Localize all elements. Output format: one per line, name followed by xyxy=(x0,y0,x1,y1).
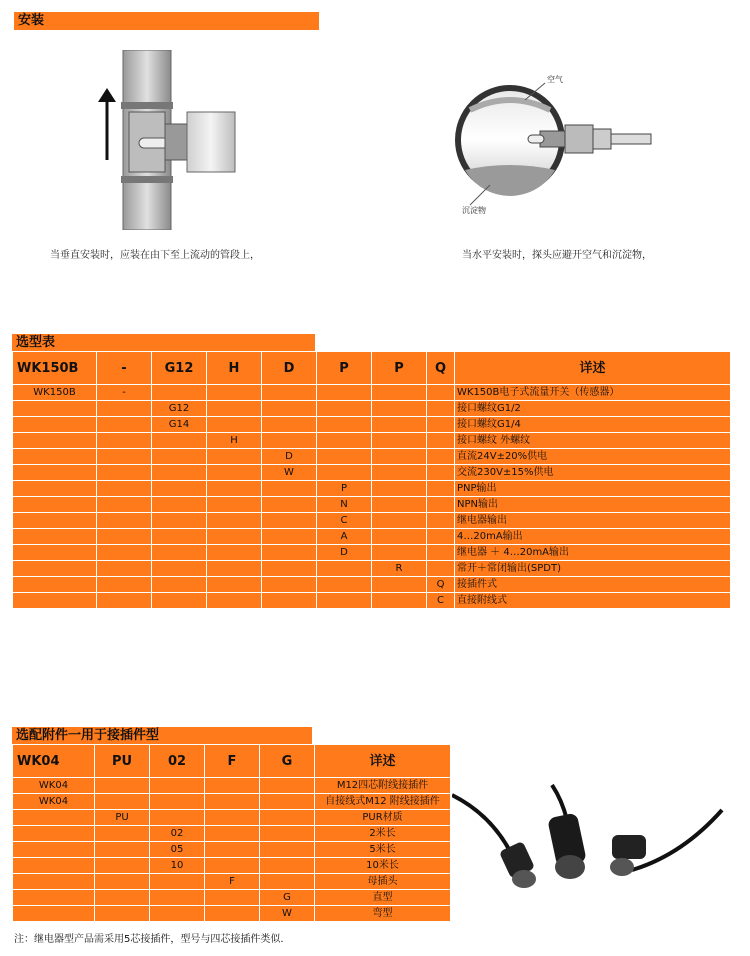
selection-code-cell xyxy=(152,513,207,529)
selection-row xyxy=(13,593,731,609)
selection-code-cell: - xyxy=(97,385,152,401)
accessories-description-cell: M12四芯附线接插件 xyxy=(315,778,451,794)
selection-code-cell xyxy=(13,577,97,593)
accessories-code-cell xyxy=(260,874,315,890)
selection-code-cell: R xyxy=(372,561,427,577)
accessories-description-cell: PUR材质 xyxy=(315,810,451,826)
accessories-code-cell: W xyxy=(260,906,315,922)
selection-code-cell xyxy=(427,545,455,561)
selection-code-cell xyxy=(372,577,427,593)
selection-code-cell xyxy=(317,449,372,465)
selection-code-cell: P xyxy=(317,481,372,497)
selection-row xyxy=(13,545,731,561)
accessories-code-cell: G xyxy=(260,890,315,906)
selection-code-cell xyxy=(427,385,455,401)
selection-code-cell xyxy=(317,401,372,417)
connector-cable-illustration xyxy=(452,775,732,900)
selection-code-cell xyxy=(152,465,207,481)
selection-code-cell xyxy=(152,561,207,577)
selection-header-cell: P xyxy=(317,352,372,385)
selection-row xyxy=(13,417,731,433)
accessories-code-cell xyxy=(260,858,315,874)
selection-code-cell xyxy=(13,417,97,433)
accessories-header-cell: PU xyxy=(95,745,150,778)
accessories-code-cell xyxy=(150,810,205,826)
accessories-code-cell: WK04 xyxy=(13,794,95,810)
selection-code-cell xyxy=(317,561,372,577)
selection-code-cell: C xyxy=(317,513,372,529)
selection-code-cell xyxy=(152,481,207,497)
selection-header-cell: H xyxy=(207,352,262,385)
selection-code-cell xyxy=(262,481,317,497)
selection-description-cell: 常开＋常闭输出(SPDT) xyxy=(455,561,731,577)
selection-code-cell xyxy=(207,385,262,401)
accessories-description-cell: 直型 xyxy=(315,890,451,906)
sediment-region xyxy=(465,165,555,196)
selection-code-cell xyxy=(317,433,372,449)
accessories-header-row xyxy=(13,745,451,778)
selection-table xyxy=(12,351,731,609)
selection-description-cell: 继电器输出 xyxy=(455,513,731,529)
selection-description-cell: 接口螺纹G1/2 xyxy=(455,401,731,417)
selection-section-title: 选型表 xyxy=(12,334,315,351)
accessories-row xyxy=(13,826,451,842)
selection-code-cell xyxy=(13,529,97,545)
selection-code-cell xyxy=(13,497,97,513)
selection-code-cell xyxy=(372,545,427,561)
selection-row xyxy=(13,513,731,529)
selection-table-body xyxy=(13,352,731,609)
selection-code-cell xyxy=(372,529,427,545)
selection-code-cell xyxy=(317,385,372,401)
selection-row xyxy=(13,577,731,593)
selection-code-cell xyxy=(13,561,97,577)
selection-code-cell xyxy=(317,593,372,609)
selection-code-cell xyxy=(207,513,262,529)
selection-code-cell xyxy=(317,577,372,593)
selection-code-cell xyxy=(97,593,152,609)
selection-header-row xyxy=(13,352,731,385)
accessories-code-cell xyxy=(95,874,150,890)
accessories-row xyxy=(13,810,451,826)
selection-code-cell xyxy=(13,481,97,497)
selection-code-cell xyxy=(207,401,262,417)
selection-code-cell xyxy=(427,401,455,417)
accessories-code-cell xyxy=(95,842,150,858)
selection-row xyxy=(13,529,731,545)
accessories-code-cell xyxy=(205,778,260,794)
accessories-code-cell xyxy=(260,842,315,858)
selection-header-cell: Q xyxy=(427,352,455,385)
accessories-code-cell xyxy=(13,890,95,906)
air-label: 空气 xyxy=(547,75,563,84)
selection-code-cell xyxy=(207,497,262,513)
accessories-code-cell xyxy=(95,890,150,906)
sensor-box-shape xyxy=(187,112,235,172)
accessories-code-cell: WK04 xyxy=(13,778,95,794)
selection-code-cell xyxy=(427,529,455,545)
selection-header-cell: 详述 xyxy=(455,352,731,385)
accessories-code-cell xyxy=(13,906,95,922)
accessories-code-cell xyxy=(205,890,260,906)
accessories-row xyxy=(13,890,451,906)
selection-header-cell: P xyxy=(372,352,427,385)
accessories-code-cell xyxy=(150,794,205,810)
selection-code-cell: H xyxy=(207,433,262,449)
accessories-code-cell: 05 xyxy=(150,842,205,858)
selection-code-cell xyxy=(262,513,317,529)
accessories-code-cell: F xyxy=(205,874,260,890)
selection-code-cell xyxy=(262,561,317,577)
accessories-row xyxy=(13,906,451,922)
accessories-code-cell xyxy=(95,826,150,842)
accessories-code-cell: PU xyxy=(95,810,150,826)
accessories-header-cell: G xyxy=(260,745,315,778)
accessories-table-body xyxy=(13,745,451,922)
accessories-code-cell xyxy=(150,890,205,906)
selection-code-cell: G14 xyxy=(152,417,207,433)
accessories-code-cell xyxy=(150,906,205,922)
selection-code-cell: Q xyxy=(427,577,455,593)
accessories-code-cell xyxy=(260,810,315,826)
selection-code-cell: W xyxy=(262,465,317,481)
selection-code-cell xyxy=(207,417,262,433)
selection-code-cell xyxy=(97,465,152,481)
accessories-section-title: 选配附件一用于接插件型 xyxy=(12,727,312,744)
selection-description-cell: PNP输出 xyxy=(455,481,731,497)
accessories-code-cell xyxy=(205,906,260,922)
selection-code-cell xyxy=(207,481,262,497)
selection-code-cell xyxy=(97,449,152,465)
selection-code-cell xyxy=(13,593,97,609)
selection-description-cell: 接插件式 xyxy=(455,577,731,593)
accessories-code-cell xyxy=(13,858,95,874)
selection-code-cell xyxy=(97,497,152,513)
selection-code-cell xyxy=(207,465,262,481)
selection-code-cell xyxy=(262,401,317,417)
selection-code-cell xyxy=(427,561,455,577)
selection-code-cell xyxy=(427,513,455,529)
accessories-header-cell: 详述 xyxy=(315,745,451,778)
selection-code-cell xyxy=(97,481,152,497)
selection-row xyxy=(13,401,731,417)
accessories-header-cell: 02 xyxy=(150,745,205,778)
selection-code-cell xyxy=(372,497,427,513)
selection-description-cell: 继电器 ＋ 4…20mA输出 xyxy=(455,545,731,561)
selection-code-cell xyxy=(97,545,152,561)
selection-row xyxy=(13,433,731,449)
horizontal-install-caption: 当水平安装时，探头应避开空气和沉淀物， xyxy=(462,250,652,261)
selection-row xyxy=(13,561,731,577)
selection-header-cell: D xyxy=(262,352,317,385)
selection-code-cell: D xyxy=(262,449,317,465)
selection-code-cell xyxy=(97,401,152,417)
selection-code-cell xyxy=(97,577,152,593)
accessories-description-cell: 自接线式M12 附线接插件 xyxy=(315,794,451,810)
accessories-code-cell: 10 xyxy=(150,858,205,874)
accessories-code-cell xyxy=(260,778,315,794)
selection-code-cell xyxy=(207,561,262,577)
selection-code-cell xyxy=(262,545,317,561)
selection-code-cell xyxy=(13,465,97,481)
accessories-description-cell: 母插头 xyxy=(315,874,451,890)
horizontal-install-illustration xyxy=(450,65,680,225)
selection-code-cell: G12 xyxy=(152,401,207,417)
selection-code-cell xyxy=(262,497,317,513)
selection-description-cell: 接口螺纹G1/4 xyxy=(455,417,731,433)
selection-header-cell: WK150B xyxy=(13,352,97,385)
accessories-code-cell xyxy=(260,794,315,810)
selection-code-cell xyxy=(207,593,262,609)
selection-code-cell xyxy=(13,449,97,465)
selection-description-cell: 接口螺纹 外螺纹 xyxy=(455,433,731,449)
selection-code-cell xyxy=(97,529,152,545)
accessories-code-cell xyxy=(13,810,95,826)
selection-code-cell xyxy=(372,593,427,609)
accessories-code-cell xyxy=(150,778,205,794)
selection-code-cell xyxy=(262,385,317,401)
selection-code-cell xyxy=(97,561,152,577)
selection-description-cell: 交流230V±15%供电 xyxy=(455,465,731,481)
selection-code-cell xyxy=(152,433,207,449)
selection-code-cell xyxy=(427,449,455,465)
selection-code-cell xyxy=(97,513,152,529)
selection-code-cell xyxy=(13,401,97,417)
selection-header-cell: - xyxy=(97,352,152,385)
accessories-code-cell xyxy=(205,842,260,858)
selection-code-cell xyxy=(152,385,207,401)
selection-row xyxy=(13,481,731,497)
selection-code-cell xyxy=(207,449,262,465)
accessories-code-cell xyxy=(95,906,150,922)
selection-code-cell xyxy=(207,577,262,593)
accessories-code-cell xyxy=(205,826,260,842)
selection-code-cell xyxy=(207,545,262,561)
selection-row xyxy=(13,465,731,481)
selection-header-cell: G12 xyxy=(152,352,207,385)
accessories-header-cell: WK04 xyxy=(13,745,95,778)
selection-code-cell xyxy=(372,481,427,497)
accessories-code-cell xyxy=(13,826,95,842)
selection-code-cell xyxy=(372,385,427,401)
selection-code-cell xyxy=(427,433,455,449)
vertical-install-caption: 当垂直安装时，应装在由下至上流动的管段上， xyxy=(50,250,260,261)
accessories-code-cell xyxy=(13,842,95,858)
accessories-code-cell xyxy=(95,794,150,810)
selection-code-cell xyxy=(152,497,207,513)
selection-row xyxy=(13,385,731,401)
selection-code-cell xyxy=(427,465,455,481)
selection-description-cell: NPN输出 xyxy=(455,497,731,513)
selection-code-cell xyxy=(152,529,207,545)
accessories-row xyxy=(13,842,451,858)
selection-code-cell xyxy=(317,465,372,481)
accessories-code-cell xyxy=(205,794,260,810)
accessories-code-cell xyxy=(13,874,95,890)
accessories-header-cell: F xyxy=(205,745,260,778)
accessories-code-cell xyxy=(95,778,150,794)
selection-code-cell xyxy=(152,577,207,593)
selection-description-cell: 直流24V±20%供电 xyxy=(455,449,731,465)
selection-code-cell: A xyxy=(317,529,372,545)
selection-code-cell: C xyxy=(427,593,455,609)
selection-code-cell xyxy=(152,449,207,465)
selection-code-cell xyxy=(372,401,427,417)
selection-description-cell: WK150B电子式流量开关（传感器） xyxy=(455,385,731,401)
selection-code-cell xyxy=(427,417,455,433)
selection-code-cell xyxy=(152,545,207,561)
selection-code-cell xyxy=(372,433,427,449)
selection-code-cell xyxy=(372,513,427,529)
selection-code-cell xyxy=(372,417,427,433)
accessories-row xyxy=(13,858,451,874)
selection-code-cell: WK150B xyxy=(13,385,97,401)
sediment-label: 沉淀物 xyxy=(462,206,486,215)
accessories-description-cell: 弯型 xyxy=(315,906,451,922)
selection-code-cell: D xyxy=(317,545,372,561)
accessories-code-cell xyxy=(260,826,315,842)
flow-arrow-icon xyxy=(98,88,116,102)
accessories-table xyxy=(12,744,451,922)
accessories-code-cell xyxy=(95,858,150,874)
selection-code-cell xyxy=(372,449,427,465)
selection-code-cell xyxy=(427,497,455,513)
selection-code-cell xyxy=(207,529,262,545)
selection-code-cell xyxy=(262,433,317,449)
install-section-title: 安装 xyxy=(14,12,319,30)
selection-code-cell xyxy=(97,433,152,449)
accessories-code-cell: 02 xyxy=(150,826,205,842)
accessories-note: 注：继电器型产品需采用5芯接插件，型号与四芯接插件类似. xyxy=(14,934,284,945)
selection-code-cell xyxy=(97,417,152,433)
selection-row xyxy=(13,497,731,513)
selection-code-cell xyxy=(372,465,427,481)
accessories-row xyxy=(13,874,451,890)
accessories-description-cell: 2米长 xyxy=(315,826,451,842)
accessories-description-cell: 10米长 xyxy=(315,858,451,874)
accessories-row xyxy=(13,778,451,794)
accessories-code-cell xyxy=(205,858,260,874)
accessories-description-cell: 5米长 xyxy=(315,842,451,858)
selection-code-cell: N xyxy=(317,497,372,513)
selection-code-cell xyxy=(262,417,317,433)
selection-code-cell xyxy=(262,577,317,593)
selection-code-cell xyxy=(427,481,455,497)
selection-code-cell xyxy=(13,433,97,449)
accessories-code-cell xyxy=(150,874,205,890)
accessories-row xyxy=(13,794,451,810)
selection-code-cell xyxy=(262,593,317,609)
selection-code-cell xyxy=(13,545,97,561)
selection-description-cell: 直接附线式 xyxy=(455,593,731,609)
vertical-install-illustration xyxy=(95,50,245,230)
accessories-code-cell xyxy=(205,810,260,826)
selection-code-cell xyxy=(317,417,372,433)
selection-code-cell xyxy=(13,513,97,529)
selection-description-cell: 4…20mA输出 xyxy=(455,529,731,545)
selection-code-cell xyxy=(152,593,207,609)
selection-row xyxy=(13,449,731,465)
selection-code-cell xyxy=(262,529,317,545)
